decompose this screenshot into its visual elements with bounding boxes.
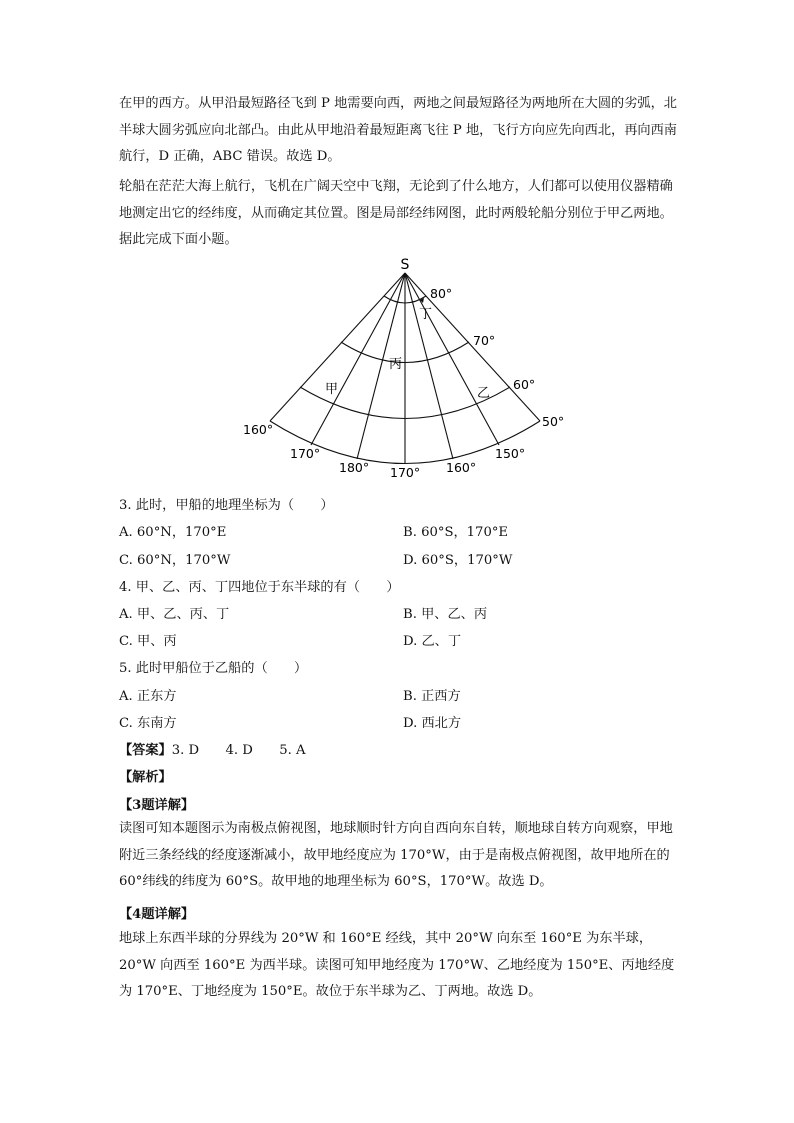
lat-label-50: 50° xyxy=(542,414,565,429)
graticule-figure xyxy=(0,256,794,496)
question-3-option-d: D. 60°S，170°W xyxy=(403,553,513,568)
lon-label-150e: 150° xyxy=(495,446,526,461)
lat-label-70: 70° xyxy=(473,333,496,348)
question-4-stem: 4. 甲、乙、丙、丁四地位于东半球的有（ ） xyxy=(119,580,400,595)
lon-label-170e: 170° xyxy=(390,465,421,480)
question-5-option-d: D. 西北方 xyxy=(403,716,462,731)
pole-label: S xyxy=(400,257,410,273)
lat-label-60: 60° xyxy=(513,377,536,392)
question-3-explanation: 读图可知本题图示为南极点俯视图，地球顺时针方向自西向东自转，顺地球自转方向观察，甲地附近三条经线的经度逐渐减小，故甲地经度应为 170°W，由于是南极点俯视图，故甲地所在的 60°纬线的纬度为 60°S。故甲地的地理坐标为 60°S，170°W。故选 D。 xyxy=(119,821,673,889)
question-4-option-a: A. 甲、乙、丙、丁 xyxy=(119,607,230,622)
meridian-edge-left xyxy=(270,273,405,421)
place-label-bing: 丙 xyxy=(389,357,403,372)
lon-label-160e: 160° xyxy=(446,460,477,475)
question-4-explanation-title: 【4题详解】 xyxy=(119,907,195,922)
question-3-explanation-title: 【3题详解】 xyxy=(119,798,195,813)
question-4-explanation: 地球上东西半球的分界线为 20°W 和 160°E 经线，其中 20°W 向东至 160°E 为东半球，20°W 向西至 160°E 为西半球。读图可知甲地经度为 170°W、乙地经度为 150°E、丙地经度为 170°E、丁地经度为 150°E。故位于东半球为乙、丁两地。故选 D。 xyxy=(119,931,675,999)
question-5-option-c: C. 东南方 xyxy=(119,716,177,731)
question-3-option-b: B. 60°S，170°E xyxy=(403,525,509,540)
lon-label-170w: 170° xyxy=(290,446,321,461)
question-5-stem: 5. 此时甲船位于乙船的（ ） xyxy=(119,661,308,676)
question-4-option-b: B. 甲、乙、丙 xyxy=(403,607,488,622)
answer-text: 3. D 4. D 5. A xyxy=(171,743,306,758)
place-label-jia: 甲 xyxy=(325,382,339,397)
question-5-option-a: A. 正东方 xyxy=(119,689,177,704)
intro-paragraph-2: 轮船在茫茫大海上航行，飞机在广阔天空中飞翔，无论到了什么地方，人们都可以使用仪器精确地测定出它的经纬度，从而确定其位置。图是局部经纬网图，此时两般轮船分别位于甲乙两地。据此完成下面小题。 xyxy=(119,179,673,247)
question-3-option-c: C. 60°N，170°W xyxy=(119,553,231,568)
question-3-stem: 3. 此时，甲船的地理坐标为（ ） xyxy=(119,498,334,513)
answer-tag: 【答案】 xyxy=(119,743,172,758)
question-3-option-a: A. 60°N，170°E xyxy=(119,525,227,540)
lon-label-180: 180° xyxy=(339,460,370,475)
analysis-tag: 【解析】 xyxy=(119,770,172,785)
question-5-option-b: B. 正西方 xyxy=(403,689,461,704)
question-4-option-c: C. 甲、丙 xyxy=(119,634,177,649)
place-label-yi: 乙 xyxy=(477,386,491,401)
intro-paragraph-1: 在甲的西方。从甲沿最短路径飞到 P 地需要向西，两地之间最短路径为两地所在大圆的劣弧，北半球大圆劣弧应向北部凸。由此从甲地沿着最短距离飞往 P 地，飞行方向应先向西北，再向西南航行，D 正确，ABC 错误。故选 D。 xyxy=(119,96,677,164)
lat-label-80: 80° xyxy=(430,286,453,301)
place-label-ding: 丁 xyxy=(419,307,433,322)
answer-line xyxy=(119,739,306,758)
lon-label-160w: 160° xyxy=(243,422,274,437)
question-4-option-d: D. 乙、丁 xyxy=(403,634,462,649)
